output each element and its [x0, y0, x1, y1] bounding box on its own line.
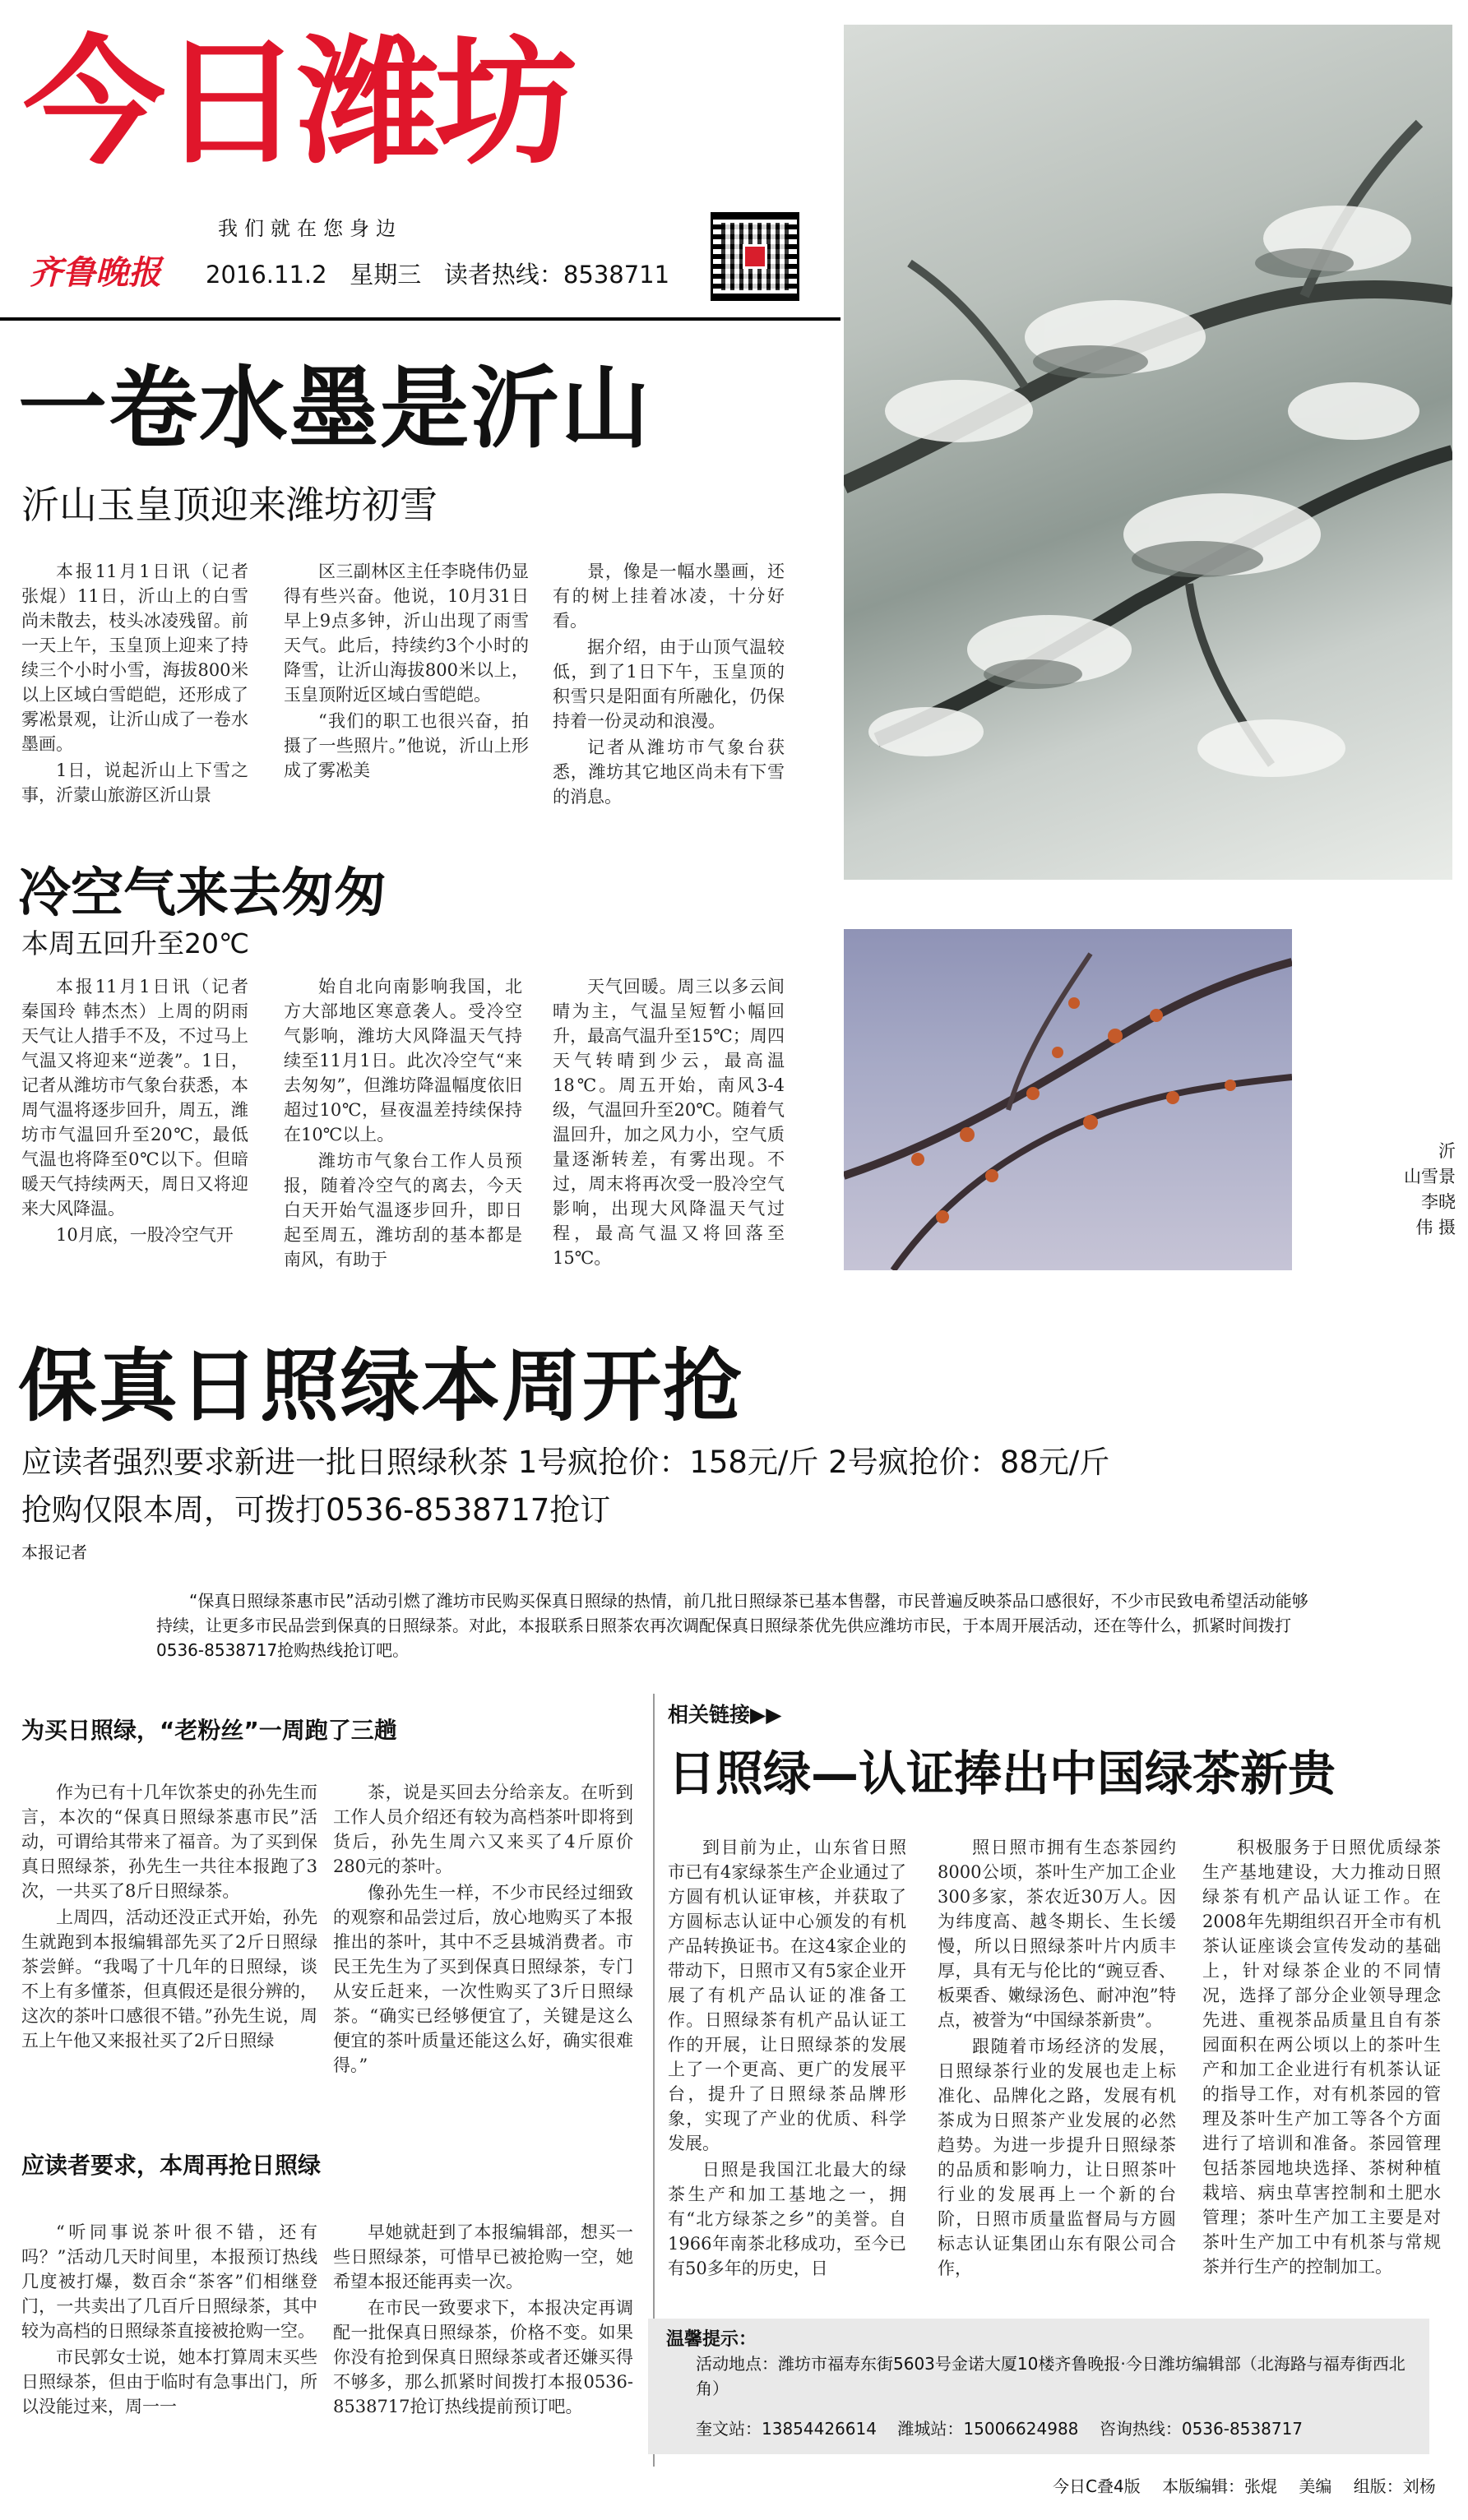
issue-date: 2016.11.2 [206, 261, 327, 289]
tip-box [648, 2319, 1429, 2454]
page-footer: 今日C叠4版 本版编辑：张焜 美编 组版：刘杨 [1053, 2476, 1436, 2496]
side1-column-1: 作为已有十几年饮茶史的孙先生而言，本次的“保真日照绿茶惠市民”活动，可谓给其带来了福音。为了买到保真日照绿茶，孙先生一共往本报跑了3次，一共买了8斤日照绿茶。 上周四，活动还没正式开始，孙先生就跑到本报编辑部先买了2斤日照绿茶尝鲜。“我喝了十几年的日照绿，谈不上有多懂茶，但真假还是很分辨的，这次的茶叶口感很不错。”孙先生说，周五上午他又来报社买了2斤日照绿 [21, 1782, 317, 2051]
side2-headline: 应读者要求，本周再抢日照绿 [21, 2152, 322, 2179]
side2-column-1: “听同事说茶叶很不错，还有吗？”活动几天时间里，本报预订热线几度被打爆，数百余“茶客”们相继登门，一共卖出了几百斤日照绿茶，其中较为高档的日照绿茶直接被抢购一空。 市民郭女士说，她本打算周末买些日照绿茶，但由于临时有急事出门，所以没能过来，周一一 [21, 2222, 317, 2416]
dateline [206, 257, 669, 290]
story2-subhead: 本周五回升至20℃ [21, 927, 250, 959]
story3-byline: 本报记者 [21, 1542, 87, 1562]
story1-column-1: 本报11月1日讯（记者 张焜）11日，沂山上的白雪尚未散去，枝头冰凌残留。前一天上午，玉皇顶上迎来了持续三个小时小雪，海拔800米以上区域白雪皑皑，还形成了雾凇景观，让沂山成了一卷水墨画。 1日，说起沂山上下雪之事，沂蒙山旅游区沂山景 [21, 562, 248, 805]
side2-column-2: 早她就赶到了本报编辑部，想买一些日照绿茶，可惜早已被抢购一空，她希望本报还能再卖一次。 在市民一致要求下，本报决定再调配一批保真日照绿茶，价格不变。如果你没有抢到保真日照绿茶或者还嫌买得不够多，那么抓紧时间拨打本报0536-8538717抢订热线提前预订吧。 [333, 2222, 633, 2416]
brand-logo: 齐鲁晚报 [30, 253, 161, 292]
story2-column-3: 天气回暖。周三以多云间晴为主，气温呈短暂小幅回升，最高气温升至15℃；周四天气转晴到少云，最高温18℃。周五开始，南风3-4级，气温回升至20℃。随着气温回升，加之风力小，空气质量逐渐转差，有雾出现。不过，周末将再次受一股冷空气影响，出现大风降温天气过程，最高气温又将回落至15℃。 [553, 977, 785, 1268]
side1-column-2: 茶，说是买回去分给亲友。在听到工作人员介绍还有较为高档茶叶即将到货后，孙先生周六又来买了4斤原价280元的茶叶。 像孙先生一样，不少市民经过细致的观察和品尝过后，放心地购买了本报推出的茶叶，其中不乏县城消费者。市民王先生为了买到保真日照绿茶，专门从安丘赶来，一次性购买了3斤日照绿茶。“确实已经够便宜了，关键是这么便宜的茶叶质量还能这么好，确实很难得。” [333, 1782, 633, 2075]
reader-hotline: 读者热线：8538711 [443, 261, 670, 289]
story1-column-2: 区三副林区主任李晓伟仍显得有些兴奋。他说，10月31日早上9点多钟，沂山出现了雨雪天气。此后，持续约3个小时的降雪，让沂山海拔800米以上，玉皇顶附近区域白雪皑皑。 “我们的职工也很兴奋，拍摄了一些照片。”他说，沂山上形成了雾凇美 [284, 562, 529, 780]
kuiwen-phone: 奎文站：13854426614 [696, 2419, 877, 2439]
tip-address: 活动地点：潍坊市福寿东街5603号金诺大厦10楼齐鲁晚报·今日潍坊编辑部（北海路与福寿街西北角） [696, 2354, 1405, 2398]
story4-column-1: 到目前为止，山东省日照市已有4家绿茶生产企业通过了方圆有机认证审核，并获取了方圆标志认证中心颁发的有机产品转换证书。在这4家企业的带动下，日照市又有5家企业开展了有机产品认证的准备工作。日照绿茶有机产品认证工作的开展，让日照绿茶的发展上了一个更高、更广的发展平台，提升了日照绿茶品牌形象，实现了产业的优质、科学发展。 日照是我国江北最大的绿茶生产和加工基地之一，拥有“北方绿茶之乡”的美誉。自1966年南茶北移成功，至今已有50多年的历史，日 [668, 1838, 906, 2278]
story3-lede: “保真日照绿茶惠市民”活动引燃了潍坊市民购买保真日照绿的热情，前几批日照绿茶已基本售罄，市民普遍反映茶品口感很好，不少市民致电希望活动能够持续，让更多市民品尝到保真的日照绿茶。对此，本报联系日照茶农再次调配保真日照绿茶优先供应潍坊市民，于本周开展活动，还在等什么，抓紧时间拨打0536-8538717抢购热线抢订吧。 [156, 1591, 1308, 1660]
yishan-snow-photo [844, 25, 1452, 880]
story2-headline: 冷空气来去匆匆 [18, 863, 387, 924]
related-link-tag: 相关链接▶▶ [668, 1703, 782, 1727]
story3-deck: 应读者强烈要求新进一批日照绿秋茶 1号疯抢价：158元/斤 2号疯抢价：88元/斤 抢购仅限本周，可拨打0536-8538717抢订 [21, 1445, 1110, 1528]
masthead-slogan: 我们就在您身边 [218, 217, 402, 240]
photo-caption: 沂 山雪景 李晓 伟 摄 [1404, 1141, 1456, 1237]
tip-contacts [696, 2416, 1303, 2439]
story4-headline: 日照绿—认证捧出中国绿茶新贵 [668, 1746, 1336, 1801]
qr-code-icon [711, 212, 799, 301]
story2-column-1: 本报11月1日讯（记者 秦国玲 韩杰杰）上周的阴雨天气让人措手不及，不过马上气温又将迎来“逆袭”。1日，记者从潍坊市气象台获悉，本周气温将逐步回升，周五，潍坊市气温回升至20℃，最低气温也将降至0℃以下。但暗暖天气持续两天，周日又将迎来大风降温。 10月底，一股冷空气开 [21, 977, 248, 1245]
story4-column-2: 照日照市拥有生态茶园约8000公顷，茶叶生产加工企业300多家，茶农近30万人。因为纬度高、越冬期长、生长缓慢，所以日照绿茶叶片内质丰厚，具有无与伦比的“豌豆香、板栗香、嫩绿汤色、耐冲泡”特点，被誉为“中国绿茶新贵”。 跟随着市场经济的发展，日照绿茶行业的发展也走上标准化、品牌化之路，发展有机茶成为日照茶产业发展的必然趋势。为进一步提升日照绿茶的品质和影响力，让日照茶叶行业的发展再上一个新的台阶，日照市质量监督局与方圆标志认证集团山东有限公司合作， [938, 1838, 1176, 2278]
weicheng-phone: 潍城站：15006624988 [897, 2419, 1079, 2439]
story4-column-3: 积极服务于日照优质绿茶生产基地建设，大力推动日照绿茶有机产品认证工作。在2008年先期组织召开全市有机茶认证座谈会宣传发动的基础上，针对绿茶企业的不同情况，选择了部分企业领导理念先进、重视茶品质量且自有茶园面积在两公顷以上的茶叶生产和加工企业进行有机茶认证的指导工作，对有机茶园的管理及茶叶生产加工等各个方面进行了培训和准备。茶园管理包括茶园地块选择、茶树种植栽培、病虫草害控制和土肥水管理；茶叶生产加工主要是对茶叶生产加工中有机茶与常规茶并行生产的控制加工。 [1202, 1838, 1441, 2277]
consult-hotline: 咨询热线：0536-8538717 [1099, 2419, 1304, 2439]
story1-headline: 一卷水墨是沂山 [18, 358, 652, 460]
masthead-title: 今日潍坊 [23, 22, 572, 183]
story2-column-2: 始自北向南影响我国，北方大部地区寒意袭人。受冷空气影响，潍坊大风降温天气持续至11月1日。此次冷空气“来去匆匆”，但潍坊降温幅度依旧超过10℃，昼夜温差持续保持在10℃以上。 潍坊市气象台工作人员预报，随着冷空气的离去，今天白天开始气温逐步回升，即日起至周五，潍坊刮的基本都是南风，有助于 [284, 977, 522, 1269]
story3-headline: 保真日照绿本周开抢 [18, 1340, 743, 1432]
issue-weekday: 星期三 [350, 261, 422, 289]
tip-heading: 温馨提示： [666, 2329, 757, 2350]
story1-subhead: 沂山玉皇顶迎来潍坊初雪 [21, 483, 438, 527]
masthead-rule [0, 317, 841, 321]
persimmon-frost-photo [844, 929, 1292, 1270]
story1-column-3: 景，像是一幅水墨画，还有的树上挂着冰凌，十分好看。 据介绍，由于山顶气温较低，到了1日下午，玉皇顶的积雪只是阳面有所融化，仍保持着一份灵动和浪漫。 记者从潍坊市气象台获悉，潍坊其它地区尚未有下雪的消息。 [553, 562, 785, 806]
side1-headline: 为买日照绿，“老粉丝”一周跑了三趟 [21, 1717, 397, 1744]
